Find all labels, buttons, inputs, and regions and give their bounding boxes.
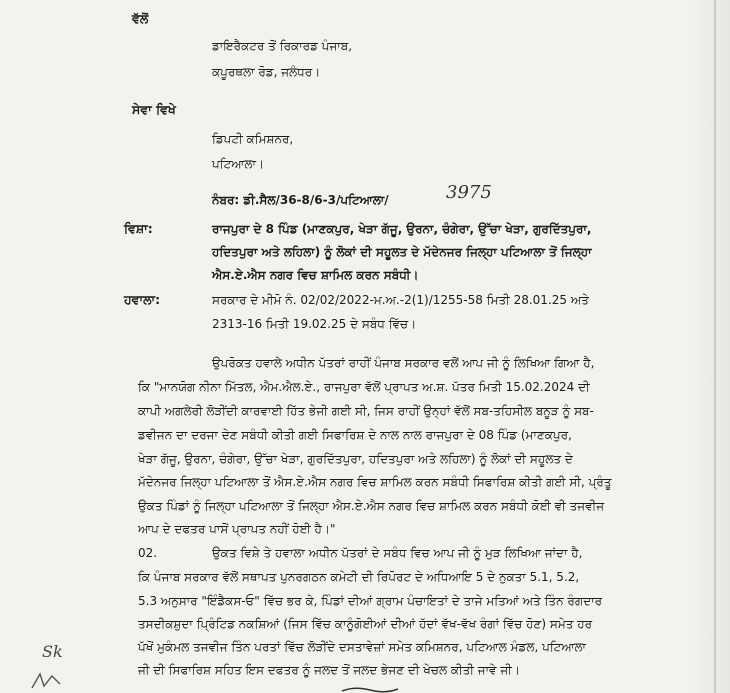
subject-line: ਰਾਜਪੁਰਾ ਦੇ 8 ਪਿੰਡ (ਮਾਣਕਪੁਰ, ਖੇੜਾ ਗੱਜੂ, ਉਰਨਾ, ਚੰਗੇਰਾ, ਉੱਚਾ ਖੇੜਾ, ਗੁਰਦਿੱਤਪੁਰਾ, [212,222,592,236]
cutoff-signature-mark [340,686,400,693]
subject-label: ਵਿਸ਼ਾ: [124,221,153,236]
reference-label: ਹਵਾਲਾ: [124,292,161,307]
paragraph-1-line: ਕਾਪੀ ਅਗਲੇਰੀ ਲੋੜੀਂਦੀ ਕਾਰਵਾਈ ਹਿੱਤ ਭੇਜੀ ਗਈ ਸੀ, ਜਿਸ ਰਾਹੀਂ ਉਨ੍ਹਾਂ ਵੱਲੋਂ ਸਬ-ਤਹਿਸੀਲ ਬਨੂੜ ਨੂੰ ਸਬ- [138,404,594,418]
letter-number: ਨੰਬਰ: ਡੀ.ਸੈਲ/36-8/6-3/ਪਟਿਆਲਾ/ [212,193,389,207]
page-border [714,0,716,693]
page-shadow [690,0,730,693]
handwritten-number: 3975 [446,182,492,203]
reference-line: ਸਰਕਾਰ ਦੇ ਮੀਮੋ ਨੰ. 02/02/2022-ਮ.ਅ.-2(1)/1255-58 ਮਿਤੀ 28.01.25 ਅਤੇ [212,293,589,307]
paragraph-2-line: ਤਸਦੀਕਸ਼ੁਦਾ ਪ੍ਰਿੰਟਿਡ ਨਕਸ਼ਿਆਂ (ਜਿਸ ਵਿੱਚ ਕਾਨੂੰਗੋਈਆਂ ਦੀਆਂ ਹੱਦਾਂ ਵੱਖ-ਵੱਖ ਰੰਗਾਂ ਵਿੱਚ ਹੋਣ) ਸਮੇਤ ਹਰ [138,617,593,631]
paragraph-2-line: ਪੱਖੋਂ ਮੁਕੰਮਲ ਤਜਵੀਜ ਤਿੰਨ ਪਰਤਾਂ ਵਿੱਚ ਲੋੜੀਂਦੇ ਦਸਤਾਵੇਜ਼ਾਂ ਸਮੇਤ ਕਮਿਸ਼ਨਰ, ਪਟਿਆਲ ਮੰਡਲ, ਪਟਿਆਲਾ [138,640,586,654]
to-label: ਸੇਵਾ ਵਿਖੇ [132,102,176,117]
paragraph-2-line: ਉਕਤ ਵਿਸ਼ੇ ਤੇ ਹਵਾਲਾ ਅਧੀਨ ਪੱਤਰਾਂ ਦੇ ਸਬੰਧ ਵਿਚ ਆਪ ਜੀ ਨੂੰ ਮੁੜ ਲਿਖਿਆ ਜਾਂਦਾ ਹੈ, [212,546,583,560]
reference-line: 2313-16 ਮਿਤੀ 19.02.25 ਦੇ ਸਬੰਧ ਵਿੱਚ। [212,317,417,331]
paragraph-2-number: 02. [138,546,158,560]
margin-handwritten-note: Sk [42,642,63,661]
subject-line: ਹਦਿਤਪੁਰਾ ਅਤੇ ਲਹਿਲਾ) ਨੂੰ ਲੋਕਾਂ ਦੀ ਸਹੂਲਤ ਦੇ ਮੱਦੇਨਜਰ ਜਿਲ੍ਹਾ ਪਟਿਆਲਾ ਤੋਂ ਜਿਲ੍ਹਾ [212,245,592,259]
paragraph-1-line: ਕਿ "ਮਾਨਯੋਗ ਨੀਨਾ ਮਿੱਤਲ, ਐਮ.ਐਲ.ਏ., ਰਾਜਪੁਰਾ ਵੱਲੋਂ ਪ੍ਰਾਪਤ ਅ.ਸ਼. ਪੱਤਰ ਮਿਤੀ 15.02.2024 ਦੀ [138,380,590,394]
from-line-1: ਡਾਇਰੈਕਟਰ ਤੋਂ ਰਿਕਾਰਡ ਪੰਜਾਬ, [212,39,353,53]
paragraph-1-line: ਉਕਤ ਪਿੰਡਾਂ ਨੂੰ ਜਿਲ੍ਹਾ ਪਟਿਆਲਾ ਤੋਂ ਜਿਲ੍ਹਾ ਐਸ.ਏ.ਐਸ ਨਗਰ ਵਿਚ ਸ਼ਾਮਿਲ ਕਰਨ ਸਬੰਧੀ ਕੋਈ ਵੀ ਤਜਵੀਜ [138,499,605,513]
paragraph-2-line: ਕਿ ਪੰਜਾਬ ਸਰਕਾਰ ਵੱਲੋਂ ਸਥਾਪਤ ਪੁਨਰਗਠਨ ਕਮੇਟੀ ਦੀ ਰਿਪੋਰਟ ਦੇ ਅਧਿਆਇ 5 ਦੇ ਨੁਕਤਾ 5.1, 5.2, [138,570,580,584]
to-line-1: ਡਿਪਟੀ ਕਮਿਸ਼ਨਰ, [212,132,294,146]
paragraph-1-line: ਖੇੜਾ ਗੱਜੂ, ਉਰਨਾ, ਚੰਗੇਰਾ, ਉੱਚਾ ਖੇੜਾ, ਗੁਰਦਿੱਤਪੁਰਾ, ਹਦਿਤਪੁਰਾ ਅਤੇ ਲਹਿਲਾ) ਨੂੰ ਲੋਕਾਂ ਦੀ ਸਹੂਲਤ ਦੇ [138,452,573,466]
paragraph-2-line: ਜੀ ਦੀ ਸਿਫਾਰਿਸ਼ ਸਹਿਤ ਇਸ ਦਫਤਰ ਨੂੰ ਜਲਦ ਤੋਂ ਜਲਦ ਭੇਜਣ ਦੀ ਖੇਚਲ ਕੀਤੀ ਜਾਵੇ ਜੀ। [138,663,520,677]
subject-line: ਐਸ.ਏ.ਐਸ ਨਗਰ ਵਿਚ ਸ਼ਾਮਿਲ ਕਰਨ ਸਬੰਧੀ। [212,268,419,282]
paragraph-2-line: 5.3 ਅਨੁਸਾਰ "ਇੰਡੈਕਸ-ਓ" ਵਿੱਚ ਭਰ ਕੇ, ਪਿੰਡਾਂ ਦੀਆਂ ਗ੍ਰਾਮ ਪੰਚਾਇਤਾਂ ਦੇ ਤਾਜੇ ਮਤਿਆਂ ਅਤੇ ਤਿੰਨ ਰੰਗਦਾਰ [138,594,603,608]
margin-scribble-icon [30,668,70,692]
paragraph-1-line: ਮੱਦੇਨਜਰ ਜਿਲ੍ਹਾ ਪਟਿਆਲਾ ਤੋਂ ਐਸ.ਏ.ਐਸ ਨਗਰ ਵਿਚ ਸ਼ਾਮਿਲ ਕਰਨ ਸਬੰਧੀ ਸਿਫਾਰਿਸ਼ ਕੀਤੀ ਗਈ ਸੀ, ਪ੍ਰੰਤੂ [138,475,612,489]
paragraph-1-line: ਡਵੀਜਨ ਦਾ ਦਰਜਾ ਦੇਣ ਸਬੰਧੀ ਕੀਤੀ ਗਈ ਸਿਫਾਰਿਸ਼ ਦੇ ਨਾਲ ਨਾਲ ਰਾਜਪੁਰਾ ਦੇ 08 ਪਿੰਡ (ਮਾਣਕਪੁਰ, [138,428,572,442]
from-line-2: ਕਪੂਰਥਲਾ ਰੋਡ, ਜਲੰਧਰ। [212,65,321,79]
paragraph-1-line: ਆਪ ਦੇ ਦਫਤਰ ਪਾਸੋਂ ਪ੍ਰਾਪਤ ਨਹੀਂ ਹੋਈ ਹੈ।" [138,522,336,536]
from-label: ਵੱਲੋਂ [132,11,149,26]
to-line-2: ਪਟਿਆਲਾ। [212,157,264,171]
paragraph-1-line: ਉਪਰੋਕਤ ਹਵਾਲੇ ਅਧੀਨ ਪੱਤਰਾਂ ਰਾਹੀਂ ਪੰਜਾਬ ਸਰਕਾਰ ਵਲੋਂ ਆਪ ਜੀ ਨੂੰ ਲਿਖਿਆ ਗਿਆ ਹੈ, [212,356,595,370]
